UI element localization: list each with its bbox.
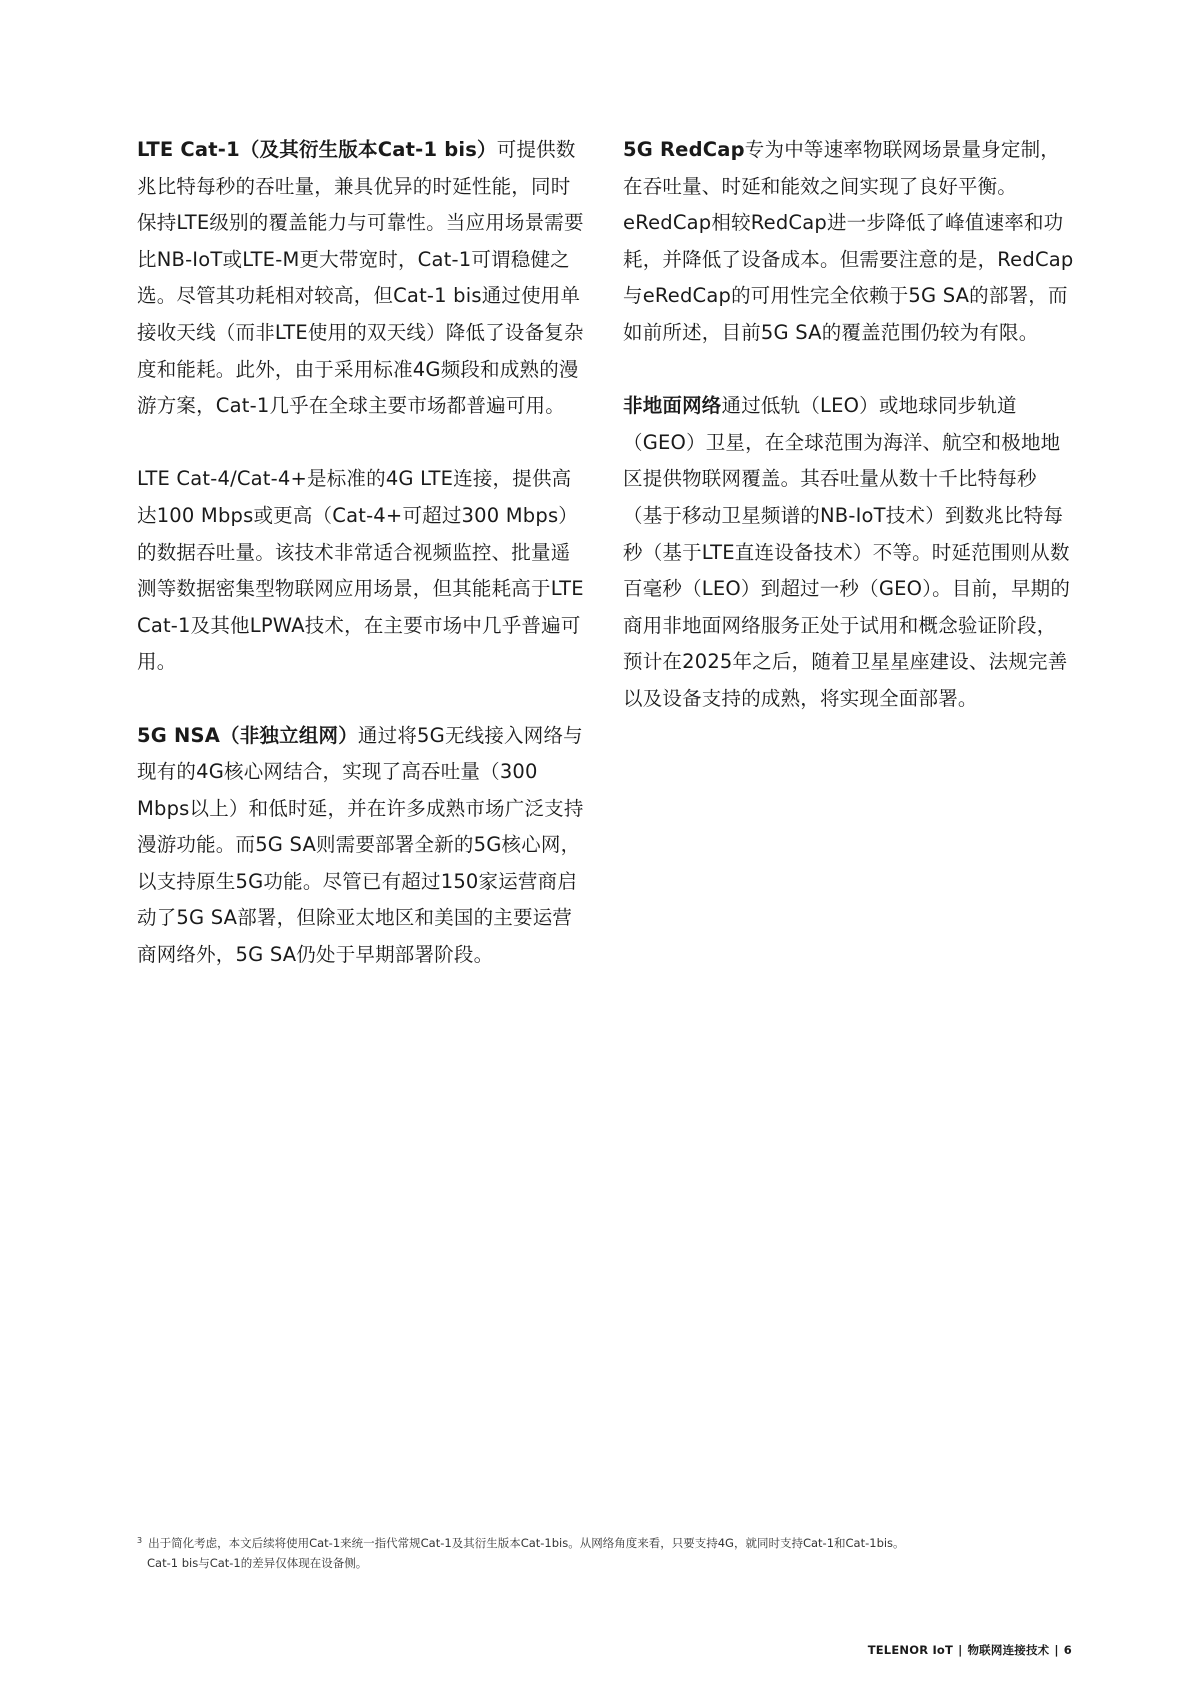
paragraph-lte-cat4 — [137, 461, 589, 681]
paragraph-5g-nsa — [137, 718, 589, 974]
text-5g-nsa: 通过将5G无线接入网络与现有的4G核心网结合，实现了高吞吐量（300 Mbps以上）和低时延，并在许多成熟市场广泛支持漫游功能。而5G SA则需要部署全新的5G核心网，以支持原生5G功能。尽管已有超过150家运营商启动了5G SA部署，但除亚太地区和美国的主要运营商网络外，5G SA仍处于早期部署阶段。 — [137, 723, 584, 967]
paragraph-ntn — [623, 388, 1075, 717]
left-column — [137, 132, 589, 1010]
page-number: 6 — [1063, 1643, 1072, 1657]
footer-brand: TELENOR IoT — [867, 1643, 954, 1657]
lead-5g-redcap: 5G RedCap — [623, 138, 745, 161]
paragraph-5g-redcap — [623, 132, 1075, 352]
footnote-marker: 3 — [137, 1536, 143, 1545]
right-column — [623, 132, 1075, 754]
paragraph-lte-cat1 — [137, 132, 589, 425]
text-ntn: 通过低轨（LEO）或地球同步轨道（GEO）卫星，在全球范围为海洋、航空和极地地区提供物联网覆盖。其吞吐量从数十千比特每秒（基于移动卫星频谱的NB-IoT技术）到数兆比特每秒（基于LTE直连设备技术）不等。时延范围则从数百毫秒（LEO）到超过一秒（GEO）。目前，早期的商用非地面网络服务正处于试用和概念验证阶段，预计在2025年之后，随着卫星星座建设、法规完善以及设备支持的成熟，将实现全面部署。 — [623, 394, 1071, 710]
text-lte-cat1: 可提供数兆比特每秒的吞吐量，兼具优异的时延性能，同时保持LTE级别的覆盖能力与可靠性。当应用场景需要比NB-IoT或LTE-M更大带宽时，Cat-1可谓稳健之选。尽管其功耗相对较高，但Cat-1 bis通过使用单接收天线（而非LTE使用的双天线）降低了设备复杂度和能耗。此外，由于采用标准4G频段和成熟的漫游方案，Cat-1几乎在全球主要市场都普遍可用。 — [137, 138, 584, 418]
footer-separator: | — [958, 1643, 963, 1657]
footer-section: 物联网连接技术 — [967, 1643, 1050, 1657]
page-footer — [868, 1642, 1072, 1658]
text-lte-cat4: LTE Cat-4/Cat-4+是标准的4G LTE连接，提供高达100 Mbps或更高（Cat-4+可超过300 Mbps）的数据吞吐量。该技术非常适合视频监控、批量遥测等数据密集型物联网应用场景，但其能耗高于LTE Cat-1及其他LPWA技术，在主要市场中几乎普遍可用。 — [137, 467, 584, 674]
lead-5g-nsa: 5G NSA（非独立组网） — [137, 723, 358, 747]
footnote-line1: 出于简化考虑，本文后续将使用Cat-1来统一指代常规Cat-1及其衍生版本Cat-1bis。从网络角度来看，只要支持4G，就同时支持Cat-1和Cat-1bis。 — [148, 1536, 905, 1550]
text-5g-redcap: 专为中等速率物联网场景量身定制，在吞吐量、时延和能效之间实现了良好平衡。eRedCap相较RedCap进一步降低了峰值速率和功耗，并降低了设备成本。但需要注意的是，RedCap与eRedCap的可用性完全依赖于5G SA的部署，而如前所述，目前5G SA的覆盖范围仍较为有限。 — [623, 138, 1074, 344]
lead-ntn: 非地面网络 — [623, 394, 722, 418]
footnote — [137, 1531, 1097, 1573]
lead-lte-cat1: LTE Cat-1（及其衍生版本Cat-1 bis） — [137, 138, 497, 161]
footer-separator: | — [1054, 1643, 1059, 1657]
footnote-line2: Cat-1 bis与Cat-1的差异仅体现在设备侧。 — [147, 1556, 368, 1570]
